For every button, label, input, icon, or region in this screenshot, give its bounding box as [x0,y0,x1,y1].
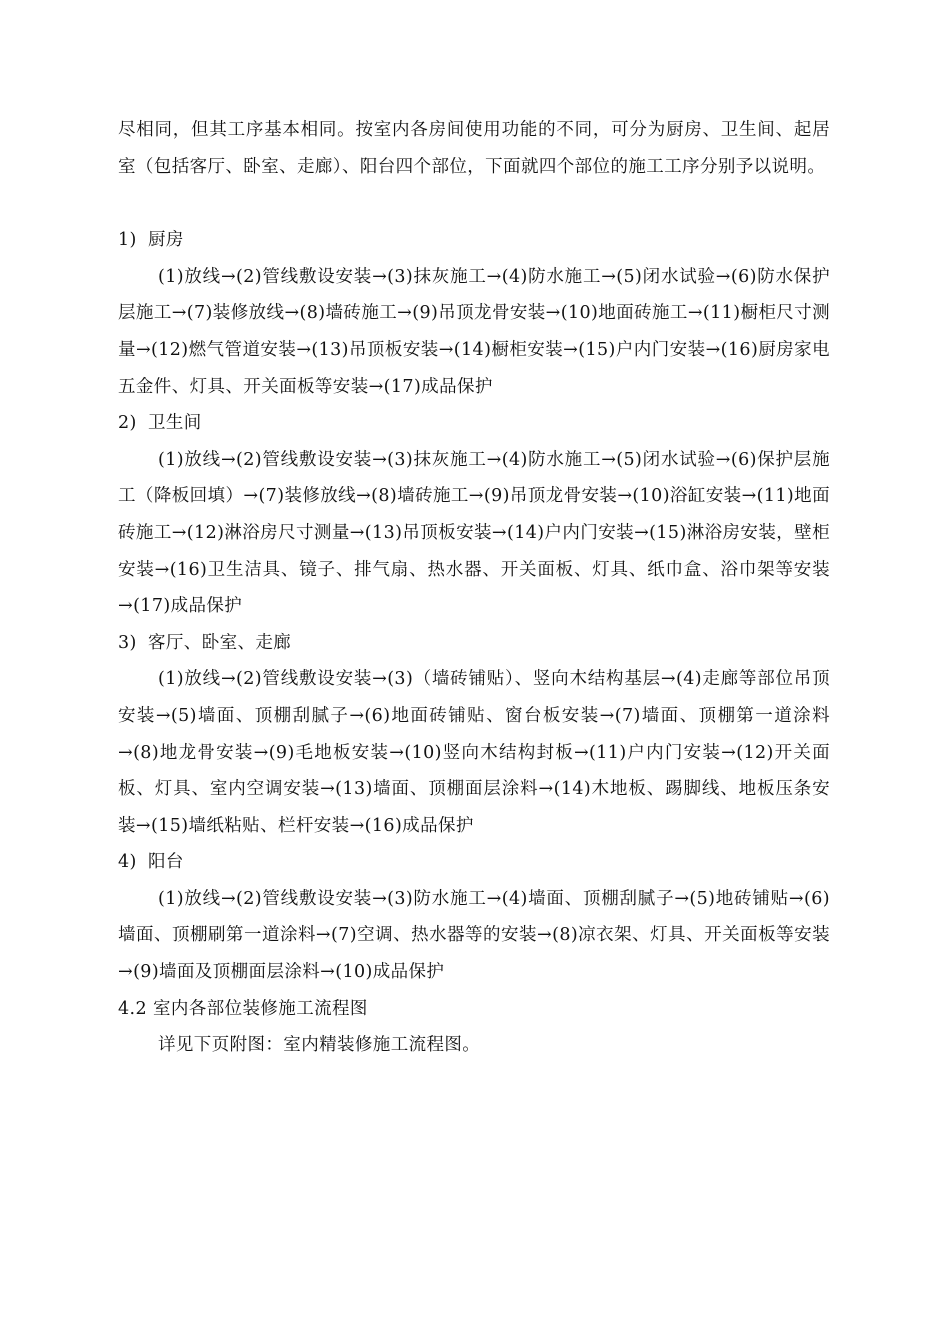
section-heading [118,625,830,662]
subsection-text: 详见下页附图：室内精装修施工流程图。 [158,1035,481,1056]
section-kitchen [118,222,830,405]
section-number: 4) [118,852,137,873]
section-title: 卫生间 [148,413,202,434]
section-balcony [118,844,830,990]
section-number: 1) [118,230,137,251]
section-number: 2) [118,413,137,434]
subsection-title: 4.2 室内各部位装修施工流程图 [118,998,368,1019]
section-steps: (1)放线→(2)管线敷设安装→(3)抹灰施工→(4)防水施工→(5)闭水试验→(6)防水保护层施工→(7)装修放线→(8)墙砖施工→(9)吊顶龙骨安装→(10)地面砖施工→(11)橱柜尺寸测量→(12)燃气管道安装→(13)吊顶板安装→(14)橱柜安装→(15)户内门安装→(16)厨房家电五金件、灯具、开关面板等安装→(17)成品保护 [118,266,830,397]
section-steps: (1)放线→(2)管线敷设安装→(3)抹灰施工→(4)防水施工→(5)闭水试验→(6)保护层施工（降板回填）→(7)装修放线→(8)墙砖施工→(9)吊顶龙骨安装→(10)浴缸安装→(11)地面砖施工→(12)淋浴房尺寸测量→(13)吊顶板安装→(14)户内门安装→(15)淋浴房安装，壁柜安装→(16)卫生洁具、镜子、排气扇、热水器、开关面板、灯具、纸巾盒、浴巾架等安装→(17)成品保护 [118,449,830,617]
section-steps: (1)放线→(2)管线敷设安装→(3)（墙砖铺贴）、竖向木结构基层→(4)走廊等部位吊顶安装→(5)墙面、顶棚刮腻子→(6)地面砖铺贴、窗台板安装→(7)墙面、顶棚第一道涂料→(8)地龙骨安装→(9)毛地板安装→(10)竖向木结构封板→(11)户内门安装→(12)开关面板、灯具、室内空调安装→(13)墙面、顶棚面层涂料→(14)木地板、踢脚线、地板压条安装→(15)墙纸粘贴、栏杆安装→(16)成品保护 [118,669,830,836]
document-body [118,112,830,1064]
paragraph-gap [118,185,830,222]
section-title: 阳台 [148,852,184,873]
section-title: 客厅、卧室、走廊 [148,632,292,653]
section-living-areas [118,625,830,845]
section-bathroom [118,405,830,625]
section-heading [118,222,830,259]
section-title: 厨房 [148,230,184,251]
section-heading [118,844,830,881]
intro-paragraph: 尽相同，但其工序基本相同。按室内各房间使用功能的不同，可分为厨房、卫生间、起居室（包括客厅、卧室、走廊）、阳台四个部位，下面就四个部位的施工工序分别予以说明。 [118,120,830,177]
section-heading [118,405,830,442]
section-number: 3) [118,632,137,653]
section-steps: (1)放线→(2)管线敷设安装→(3)防水施工→(4)墙面、顶棚刮腻子→(5)地砖铺贴→(6)墙面、顶棚刷第一道涂料→(7)空调、热水器等的安装→(8)凉衣架、灯具、开关面板等安装→(9)墙面及顶棚面层涂料→(10)成品保护 [118,888,830,983]
